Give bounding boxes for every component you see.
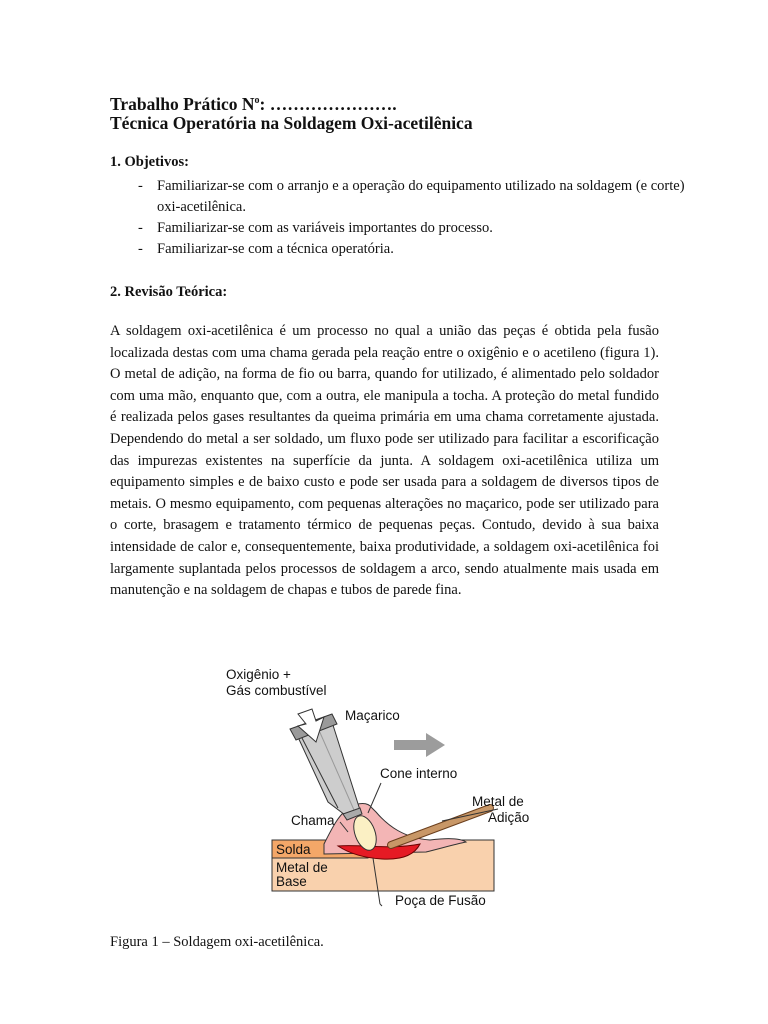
label-gas-line1: Oxigênio +: [226, 667, 291, 682]
title-suffix: : ………………….: [259, 94, 397, 114]
label-base-line2: Base: [276, 874, 307, 889]
title-superscript: o: [254, 95, 260, 106]
label-weld: Solda: [276, 842, 311, 857]
label-gas-line2: Gás combustível: [226, 683, 327, 698]
figure-caption: Figura 1 – Soldagem oxi-acetilênica.: [110, 934, 324, 950]
label-torch: Maçarico: [345, 708, 400, 723]
document-subtitle: Técnica Operatória na Soldagem Oxi-acetilênica: [110, 113, 473, 133]
label-pool: Poça de Fusão: [395, 893, 486, 908]
objectives-heading: 1. Objetivos:: [110, 154, 189, 170]
objectives-list: [138, 176, 698, 260]
objective-item: - Familiarizar-se com a técnica operatória.: [138, 239, 698, 260]
objective-item: - Familiarizar-se com o arranjo e a operação do equipamento utilizado na soldagem (e corte) oxi-acetilênica.: [138, 176, 698, 218]
label-flame: Chama: [291, 813, 335, 828]
review-heading: 2. Revisão Teórica:: [110, 284, 228, 300]
review-paragraph: A soldagem oxi-acetilênica é um processo no qual a união das peças é obtida pela fusão localizada destas com uma chama gerada pela reação entre o oxigênio e o acetileno (figura 1). O metal de adição, na forma de fio ou barra, quando for utilizado, é alimentado pelo soldador com uma mão, enquanto que, com a outra, ele manipula a tocha. A proteção do metal fundido é realizada pelos gases resultantes da queima primária em uma chama corretamente ajustada. Dependendo do metal a ser soldado, um fluxo pode ser utilizado para facilitar a escorificação das impurezas existentes na superfície da junta. A soldagem oxi-acetilênica utiliza um equipamento simples e de baixo custo e pode ser usada para a soldagem de diversos tipos de metais. O mesmo equipamento, com pequenas alterações no maçarico, pode ser utilizado para o corte, brasagem e tratamento térmico de pequenas peças. Contudo, devido à sua baixa intensidade de calor e, consequentemente, baixa produtividade, a soldagem oxi-acetilênica foi largamente suplantada pelos processos de soldagem a arco, sendo atualmente mais usada em manutenção e na soldagem de chapas e tubos de parede fina.: [110, 323, 659, 599]
title-prefix: Trabalho Prático N: [110, 94, 255, 114]
welding-diagram: [220, 662, 560, 912]
label-inner-cone: Cone interno: [380, 766, 458, 781]
objective-item: - Familiarizar-se com as variáveis importantes do processo.: [138, 218, 698, 239]
label-filler-line1: Metal de: [472, 794, 524, 809]
label-base-line1: Metal de: [276, 860, 328, 875]
travel-direction-arrow: [394, 733, 445, 757]
label-filler-line2: Adição: [488, 810, 530, 825]
